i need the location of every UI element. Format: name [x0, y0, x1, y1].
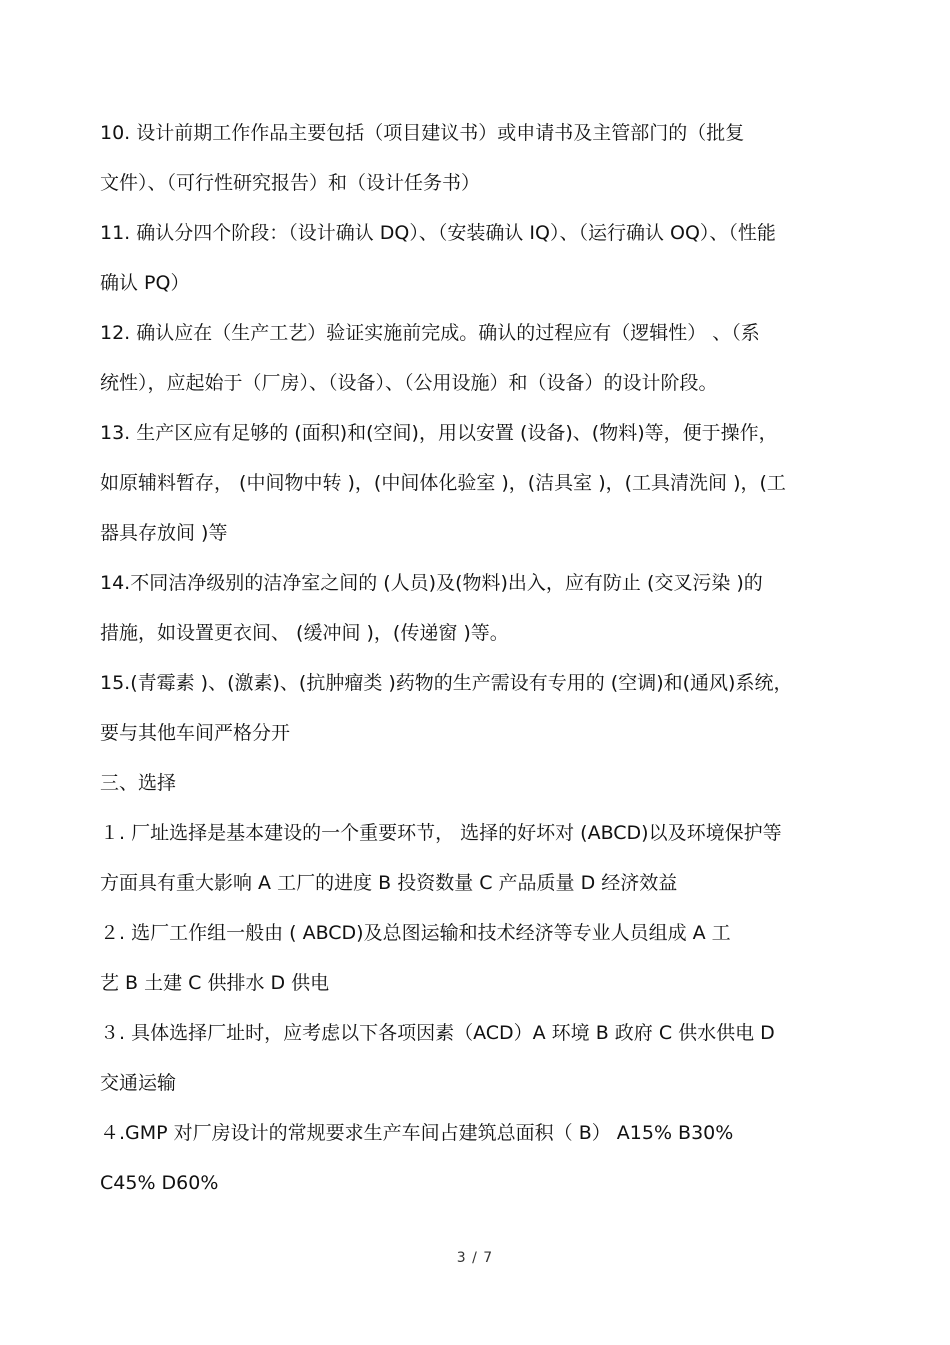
text-line: ４.GMP 对厂房设计的常规要求生产车间占建筑总面积（ B） A15% B30%	[100, 1122, 734, 1144]
text-line: 11. 确认分四个阶段：（设计确认 DQ）、（安装确认 IQ）、（运行确认 OQ）、（性能	[100, 222, 776, 244]
document-body	[100, 108, 860, 1208]
text-line: ３. 具体选择厂址时，应考虑以下各项因素（ACD）A 环境 B 政府 C 供水供电 D	[100, 1022, 775, 1044]
text-line: 14.不同洁净级别的洁净室之间的 (人员)及(物料)出入，应有防止 (交叉污染 )的	[100, 572, 763, 594]
text-line: ２. 选厂工作组一般由 ( ABCD)及总图运输和技术经济等专业人员组成 A 工	[100, 922, 731, 944]
text-line: 文件）、（可行性研究报告）和（设计任务书）	[100, 172, 481, 194]
text-line: C45% D60%	[100, 1172, 219, 1194]
text-line: 统性），应起始于（厂房）、（设备）、（公用设施）和（设备）的设计阶段。	[100, 372, 718, 394]
text-line: 确认 PQ）	[100, 272, 190, 294]
text-line: 10. 设计前期工作作品主要包括（项目建议书）或申请书及主管部门的（批复	[100, 122, 745, 144]
text-line: 15.(青霉素 )、(激素)、(抗肿瘤类 )药物的生产需设有专用的 (空调)和(通风)系统，	[100, 672, 793, 694]
page-number: 3 / 7	[456, 1250, 494, 1266]
text-line: 要与其他车间严格分开	[100, 722, 291, 744]
text-line: 措施，如设置更衣间、 (缓冲间 )，(传递窗 )等。	[100, 622, 509, 644]
text-line: 13. 生产区应有足够的 (面积)和(空间)，用以安置 (设备)、(物料)等，便于操作，	[100, 422, 778, 444]
text-line: 器具存放间 )等	[100, 522, 228, 544]
text-line: １. 厂址选择是基本建设的一个重要环节， 选择的好坏对 (ABCD)以及环境保护等	[100, 822, 782, 844]
section-heading: 三、选择	[100, 772, 177, 794]
text-line: 如原辅料暂存， (中间物中转 )，(中间体化验室 )，(洁具室 )，(工具清洗间 )，(工	[100, 472, 786, 494]
text-line: 12. 确认应在（生产工艺）验证实施前完成。确认的过程应有（逻辑性） 、（系	[100, 322, 760, 344]
text-line: 方面具有重大影响 A 工厂的进度 B 投资数量 C 产品质量 D 经济效益	[100, 872, 678, 894]
text-line: 交通运输	[100, 1072, 177, 1094]
text-line: 艺 B 土建 C 供排水 D 供电	[100, 972, 330, 994]
